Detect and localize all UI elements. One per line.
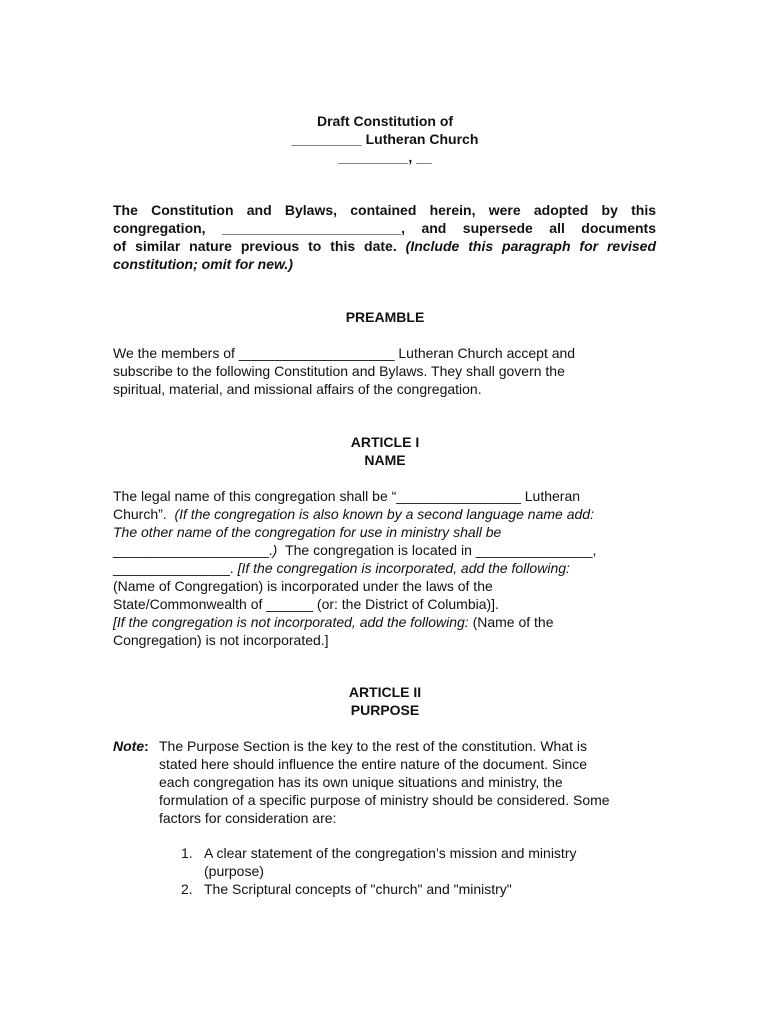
note-label (113, 737, 149, 755)
note-line-2: stated here should influence the entire nature of the document. Since (159, 756, 588, 772)
article-1-line-7: State/Commonwealth of ______ (or: the District of Columbia)]. (113, 596, 499, 612)
intro-line-1: The Constitution and Bylaws, contained herein, were adopted by this (113, 202, 656, 218)
intro-revised-note: (Include this paragraph for revised (405, 238, 657, 254)
article-1-line-4 (113, 541, 596, 559)
note-line-1: The Purpose Section is the key to the rest of the constitution. What is (159, 738, 587, 754)
note-line-4: formulation of a specific purpose of ministry should be considered. Some (159, 792, 610, 808)
list-item-2-number: 2. (181, 881, 193, 897)
article-1-line-1: The legal name of this congregation shall be “________________ Lutheran (113, 488, 581, 504)
list-item-1-line-2: (purpose) (204, 863, 264, 879)
article-1-line-9: Congregation) is not incorporated.] (113, 632, 329, 648)
intro-line-3 (113, 237, 656, 255)
note-label-text: Note (113, 738, 145, 754)
document-title: Draft Constitution of (316, 113, 454, 129)
article-1-not-incorporated-note: [If the congregation is not incorporated, add the following: (113, 614, 469, 630)
church-name-line: _________ Lutheran Church (291, 131, 479, 147)
article-1-paren-close: ) (272, 542, 278, 558)
article-1-second-language-note: (If the congregation is also known by a second language name add: (174, 506, 594, 522)
note-line-3: each congregation has its own unique situations and ministry, the (159, 774, 563, 790)
preamble-line-1: We the members of ____________________ Lutheran Church accept and (113, 345, 576, 361)
intro-line-3-text: of similar nature previous to this date. (113, 238, 397, 254)
article-1-heading: ARTICLE I (350, 434, 420, 450)
list-item-2-line-1: The Scriptural concepts of "church" and "ministry" (204, 881, 512, 897)
article-1-line-3 (113, 523, 501, 541)
intro-line-2: congregation, _______________________, and supersede all documents (113, 220, 656, 236)
intro-line-4 (113, 255, 293, 273)
preamble-line-3: spiritual, material, and missional affairs of the congregation. (113, 381, 482, 397)
article-2-subheading: PURPOSE (350, 702, 420, 718)
article-1-subheading: NAME (364, 452, 406, 468)
article-1-church-close: Church”. (113, 506, 167, 522)
preamble-line-2: subscribe to the following Constitution and Bylaws. They shall govern the (113, 363, 565, 379)
article-1-line-6: (Name of Congregation) is incorporated under the laws of the (113, 578, 493, 594)
article-1-other-name-note: The other name of the congregation for use in ministry shall be (113, 524, 502, 540)
list-item-1-number: 1. (181, 845, 193, 861)
article-1-line-5 (113, 559, 570, 577)
article-1-line-2 (113, 505, 594, 523)
article-1-other-name-blank: ____________________. (113, 542, 273, 558)
date-line: _________, __ (338, 149, 432, 165)
article-2-heading: ARTICLE II (348, 684, 422, 700)
intro-omit-note: constitution; omit for new.) (113, 256, 293, 272)
article-1-line-8 (113, 613, 554, 631)
article-1-incorporated-note: [If the congregation is incorporated, add the following: (237, 560, 570, 576)
article-1-location-blank: _______________. (113, 560, 234, 576)
preamble-heading: PREAMBLE (345, 309, 425, 325)
note-label-colon: : (144, 738, 149, 754)
article-1-location: The congregation is located in _______________, (285, 542, 597, 558)
article-1-name-of-the: (Name of the (472, 614, 554, 630)
list-item-1-line-1: A clear statement of the congregation’s mission and ministry (204, 845, 577, 861)
note-line-5: factors for consideration are: (159, 810, 337, 826)
